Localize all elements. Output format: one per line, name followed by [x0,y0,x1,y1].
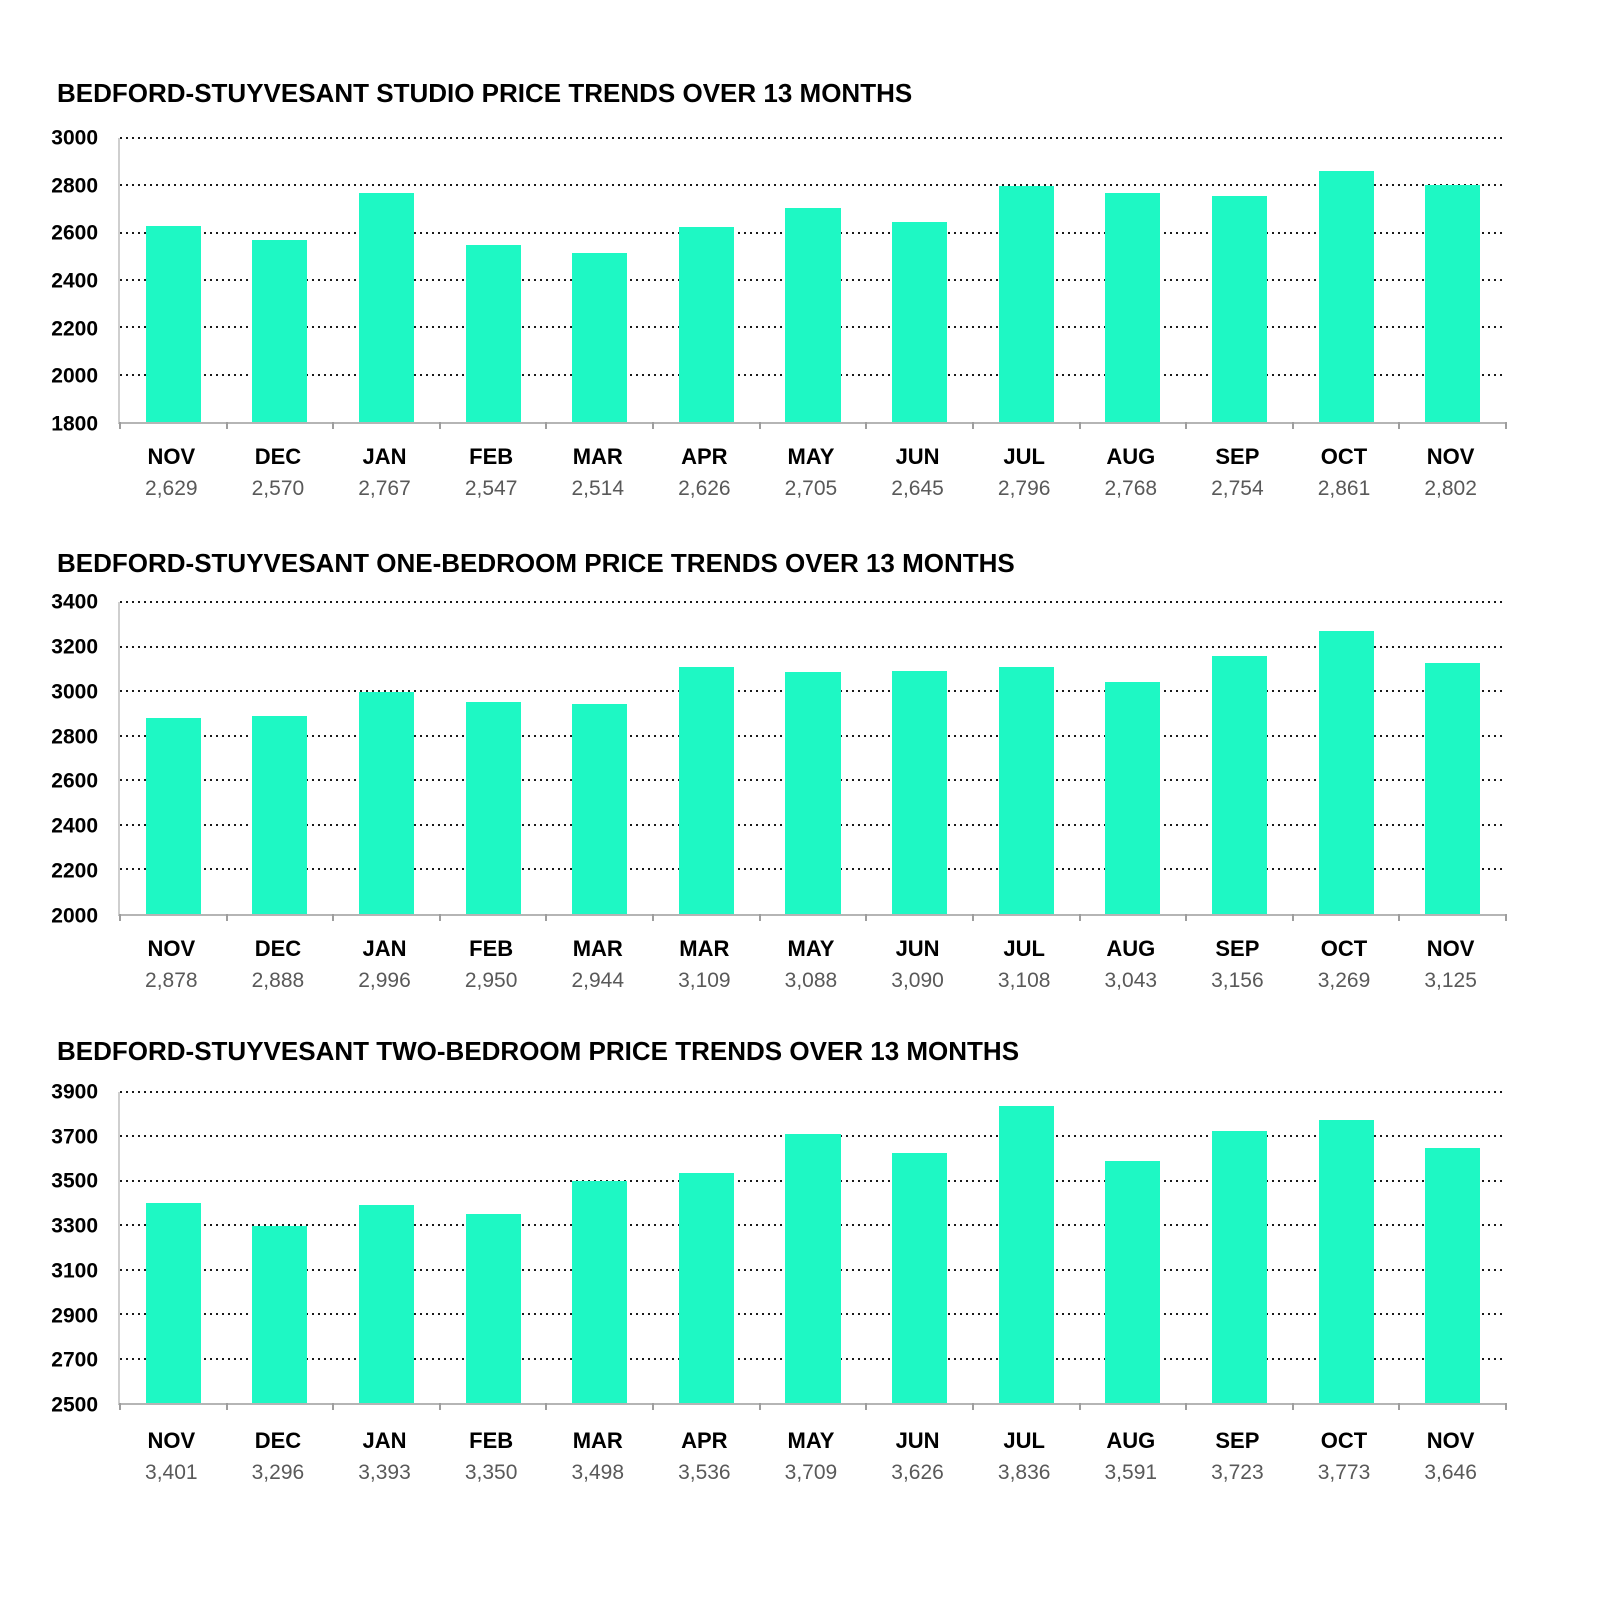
bar [1319,1120,1374,1403]
x-axis-label-group [1291,446,1398,499]
x-axis-tick [865,914,867,921]
x-axis-label-group [118,446,225,499]
x-axis-label-group [118,1430,225,1483]
bar [679,227,734,422]
value-label: 2,796 [997,477,1051,500]
value-label: 3,043 [1104,969,1158,992]
value-label: 3,709 [784,1461,838,1484]
value-label: 2,705 [784,477,838,500]
x-axis-tick [545,422,547,429]
value-label: 3,591 [1104,1461,1158,1484]
month-label: SEP [1215,936,1260,961]
x-axis-tick [759,914,761,921]
x-axis-tick [119,422,121,429]
value-label: 3,269 [1317,969,1371,992]
x-axis-label-group [225,446,332,499]
x-axis-tick [332,914,334,921]
x-axis-tick [1292,1403,1294,1410]
x-axis-label-group [544,1430,651,1483]
bar [1212,196,1267,422]
bar [359,692,414,914]
x-axis-label-group [758,938,865,991]
studio-price-trends-chart [0,80,1600,530]
bar [785,208,840,422]
month-label: NOV [147,936,196,961]
x-axis-tick [972,1403,974,1410]
x-axis-tick [652,914,654,921]
month-label: FEB [469,936,514,961]
y-axis-tick-label: 3500 [51,1169,98,1193]
bar [679,1173,734,1403]
x-axis-labels [118,938,1504,991]
month-label: JAN [362,936,407,961]
x-axis-label-group [1077,446,1184,499]
y-axis [0,126,98,436]
x-axis-tick [1079,914,1081,921]
x-axis-tick [439,422,441,429]
bar [999,186,1054,422]
y-axis-tick-label: 3900 [51,1080,98,1104]
x-axis-label-group [651,938,758,991]
y-axis-tick-label: 2000 [51,364,98,388]
x-axis-label-group [544,446,651,499]
y-axis-tick-label: 2900 [51,1304,98,1328]
value-label: 3,090 [891,969,944,992]
value-label: 3,296 [251,1461,305,1484]
month-label: DEC [254,1428,302,1453]
x-axis-label-group [651,446,758,499]
x-axis-tick [1079,1403,1081,1410]
month-label: NOV [1426,1428,1475,1453]
value-label: 2,514 [571,477,625,500]
value-label: 3,393 [358,1461,411,1484]
month-label: NOV [147,1428,196,1453]
x-axis-label-group [438,446,545,499]
x-axis-label-group [1184,938,1291,991]
x-axis-tick [1079,422,1081,429]
y-axis [0,1080,98,1417]
x-axis-tick [972,422,974,429]
value-label: 2,802 [1424,477,1477,500]
y-axis-tick-label: 3700 [51,1125,98,1149]
month-label: JUL [1003,936,1045,961]
month-label: APR [681,1428,728,1453]
y-axis-tick-label: 3100 [51,1259,98,1283]
y-axis-tick-label: 1800 [51,412,98,436]
chart-title: BEDFORD-STUYVESANT TWO-BEDROOM PRICE TRENDS OVER 13 MONTHS [57,1036,1020,1066]
x-axis-tick [1185,914,1187,921]
month-label: NOV [1426,444,1475,469]
bar [1105,682,1160,914]
bar [252,1226,307,1403]
value-label: 2,767 [358,477,411,500]
x-axis-label-group [971,938,1078,991]
x-axis-tick [1505,422,1507,429]
x-axis-tick [439,1403,441,1410]
bar [1212,1131,1267,1403]
bar [1212,656,1267,914]
x-axis-tick [865,1403,867,1410]
bar [892,671,947,914]
value-label: 3,401 [145,1461,198,1484]
value-label: 2,629 [145,477,198,500]
value-label: 2,944 [571,969,625,992]
value-label: 2,645 [891,477,944,500]
value-label: 2,754 [1211,477,1264,500]
bar [252,240,307,422]
x-axis-tick [1185,422,1187,429]
bar [785,672,840,914]
x-axis-label-group [971,1430,1078,1483]
month-label: MAR [572,936,623,961]
y-axis-tick-label: 2700 [51,1348,98,1372]
gridline [120,137,1506,139]
month-label: SEP [1215,1428,1260,1453]
y-axis-tick-label: 2200 [51,859,98,883]
month-label: JUL [1003,444,1045,469]
bar [572,704,627,914]
y-axis-tick-label: 2500 [51,1393,98,1417]
value-label: 2,626 [678,477,731,500]
x-axis-label-group [1291,1430,1398,1483]
x-axis-label-group [1184,446,1291,499]
x-axis-labels [118,1430,1504,1483]
month-label: MAY [787,444,835,469]
month-label: OCT [1320,1428,1368,1453]
x-axis-tick [1398,1403,1400,1410]
two-bedroom-price-trends-chart [0,1038,1600,1508]
value-label: 3,723 [1211,1461,1264,1484]
y-axis-tick-label: 3000 [51,126,98,150]
x-axis-tick [759,1403,761,1410]
month-label: FEB [469,1428,514,1453]
month-label: SEP [1215,444,1260,469]
x-axis-label-group [1397,446,1504,499]
value-label: 3,773 [1317,1461,1371,1484]
y-axis [0,590,98,928]
x-axis-label-group [864,446,971,499]
plot-area [118,138,1506,424]
y-axis-tick-label: 2800 [51,725,98,749]
bar [892,1153,947,1403]
x-axis-tick [119,914,121,921]
x-axis-label-group [651,1430,758,1483]
x-axis-label-group [1397,1430,1504,1483]
gridline [120,1091,1506,1093]
month-label: MAR [572,444,623,469]
x-axis-label-group [971,446,1078,499]
x-axis-tick [1292,422,1294,429]
value-label: 2,950 [464,969,518,992]
gridline [120,646,1506,648]
value-label: 3,536 [678,1461,731,1484]
y-axis-tick-label: 2200 [51,317,98,341]
month-label: MAY [787,936,835,961]
bar [359,193,414,422]
bar [466,245,521,422]
plot-area [118,1092,1506,1405]
value-label: 2,547 [464,477,518,500]
value-label: 3,350 [464,1461,518,1484]
y-axis-tick-label: 2400 [51,814,98,838]
x-axis-tick [972,914,974,921]
y-axis-tick-label: 2600 [51,221,98,245]
bar [466,1214,521,1403]
x-axis-tick [1185,1403,1187,1410]
x-axis-label-group [225,1430,332,1483]
y-axis-tick-label: 2600 [51,769,98,793]
month-label: NOV [147,444,196,469]
month-label: DEC [254,444,302,469]
month-label: JUN [895,936,940,961]
x-axis-label-group [331,1430,438,1483]
x-axis-tick [226,1403,228,1410]
x-axis-label-group [758,1430,865,1483]
x-axis-tick [439,914,441,921]
gridline [120,601,1506,603]
x-axis-label-group [1077,1430,1184,1483]
month-label: MAR [679,936,730,961]
bar [785,1134,840,1403]
x-axis-label-group [331,446,438,499]
y-axis-tick-label: 3200 [51,635,98,659]
month-label: AUG [1106,1428,1156,1453]
x-axis-tick [1292,914,1294,921]
month-label: AUG [1106,936,1156,961]
month-label: JAN [362,444,407,469]
bar [359,1205,414,1403]
value-label: 3,109 [678,969,731,992]
x-axis-label-group [438,1430,545,1483]
month-label: APR [681,444,728,469]
value-label: 3,626 [891,1461,944,1484]
x-axis-tick [119,1403,121,1410]
month-label: OCT [1320,936,1368,961]
value-label: 3,836 [997,1461,1051,1484]
y-axis-tick-label: 2400 [51,269,98,293]
value-label: 3,156 [1211,969,1264,992]
value-label: 2,996 [358,969,411,992]
bar [1425,185,1480,422]
x-axis-tick [1505,1403,1507,1410]
value-label: 3,108 [997,969,1051,992]
value-label: 2,570 [251,477,305,500]
bar [466,702,521,914]
x-axis-label-group [1077,938,1184,991]
month-label: AUG [1106,444,1156,469]
bar [1105,193,1160,422]
x-axis-label-group [438,938,545,991]
y-axis-tick-label: 2800 [51,174,98,198]
bar [1319,171,1374,422]
x-axis-tick [652,422,654,429]
y-axis-tick-label: 3400 [51,590,98,614]
plot-area [118,602,1506,916]
bar [1105,1161,1160,1403]
month-label: DEC [254,936,302,961]
x-axis-tick [759,422,761,429]
value-label: 3,646 [1424,1461,1477,1484]
bar [1425,663,1480,914]
x-axis-tick [1505,914,1507,921]
bar [146,1203,201,1403]
value-label: 2,768 [1104,477,1158,500]
x-axis-label-group [758,446,865,499]
month-label: JUN [895,444,940,469]
x-axis-label-group [1291,938,1398,991]
x-axis-label-group [864,1430,971,1483]
bar [1319,631,1374,914]
bar [572,1181,627,1403]
x-axis-label-group [1397,938,1504,991]
month-label: MAR [572,1428,623,1453]
x-axis-label-group [118,938,225,991]
bar [999,1106,1054,1403]
x-axis-tick [226,914,228,921]
value-label: 3,498 [571,1461,625,1484]
x-axis-label-group [225,938,332,991]
x-axis-label-group [1184,1430,1291,1483]
x-axis-tick [1398,914,1400,921]
gridline [120,184,1506,186]
x-axis-tick [1398,422,1400,429]
month-label: JUN [895,1428,940,1453]
x-axis-label-group [331,938,438,991]
x-axis-tick [545,914,547,921]
chart-title: BEDFORD-STUYVESANT STUDIO PRICE TRENDS OVER 13 MONTHS [57,78,913,108]
value-label: 2,878 [145,969,198,992]
one-bedroom-price-trends-chart [0,550,1600,1020]
x-axis-tick [332,422,334,429]
x-axis-tick [545,1403,547,1410]
y-axis-tick-label: 3300 [51,1214,98,1238]
x-axis-tick [865,422,867,429]
x-axis-labels [118,446,1504,499]
chart-title: BEDFORD-STUYVESANT ONE-BEDROOM PRICE TRENDS OVER 13 MONTHS [57,548,1015,578]
x-axis-tick [332,1403,334,1410]
bar [146,718,201,914]
x-axis-tick [652,1403,654,1410]
value-label: 3,088 [784,969,838,992]
value-label: 2,861 [1317,477,1371,500]
bar [252,716,307,914]
bar [892,222,947,422]
y-axis-tick-label: 3000 [51,680,98,704]
x-axis-tick [226,422,228,429]
month-label: MAY [787,1428,835,1453]
x-axis-label-group [864,938,971,991]
x-axis-label-group [544,938,651,991]
bar [1425,1148,1480,1403]
value-label: 3,125 [1424,969,1477,992]
bar [572,253,627,422]
month-label: FEB [469,444,514,469]
month-label: NOV [1426,936,1475,961]
bar [679,667,734,914]
month-label: OCT [1320,444,1368,469]
bar [146,226,201,422]
month-label: JUL [1003,1428,1045,1453]
bar [999,667,1054,914]
month-label: JAN [362,1428,407,1453]
value-label: 2,888 [251,969,305,992]
y-axis-tick-label: 2000 [51,904,98,928]
